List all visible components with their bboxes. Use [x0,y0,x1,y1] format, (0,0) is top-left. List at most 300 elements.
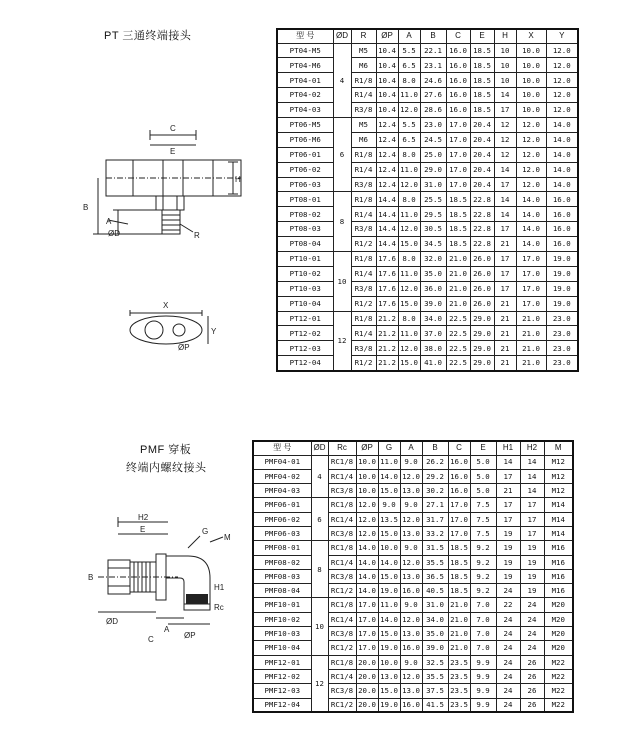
pt-cell-h: 14 [494,192,516,207]
pt-table-row [277,356,578,371]
pmf-cell-g: 15.0 [378,526,400,540]
pt-cell-e: 22.8 [470,237,494,252]
pt-cell-h: 21 [494,311,516,326]
pt-cell-b: 23.1 [420,58,446,73]
pmf-cell-g: 15.0 [378,684,400,698]
pmf-cell-model: PMF10-02 [253,612,311,626]
pmf-cell-a: 12.0 [400,469,422,483]
pmf-cell-p: 14.0 [356,541,378,555]
pmf-cell-rc: RC1/4 [328,512,356,526]
pmf-drawing-label-a: A [164,625,170,634]
pt-cell-a: 5.5 [398,117,420,132]
pt-table-row [277,147,578,162]
pt-cell-p: 12.4 [376,132,398,147]
pt-cell-b: 29.0 [420,162,446,177]
pt-cell-model: PT08-03 [277,222,333,237]
pmf-cell-model: PMF04-01 [253,455,311,469]
pmf-cell-h1: 24 [496,627,520,641]
pmf-cell-a: 13.0 [400,684,422,698]
pmf-cell-e: 9.2 [470,584,496,598]
pt-cell-r: R1/4 [351,88,376,103]
pmf-cell-model: PMF08-02 [253,555,311,569]
pmf-cell-rc: RC3/8 [328,526,356,540]
pmf-title-line2: 终端内螺纹接头 [126,462,207,474]
pmf-cell-c: 18.5 [448,541,470,555]
pmf-cell-b: 35.5 [422,555,448,569]
pt-cell-model: PT08-01 [277,192,333,207]
pmf-cell-h1: 24 [496,655,520,669]
pmf-cell-b: 30.2 [422,484,448,498]
pt-cell-r: R3/8 [351,103,376,118]
pt-cell-r: R1/4 [351,207,376,222]
pt-cell-r: R1/2 [351,356,376,371]
pt-cell-a: 8.0 [398,192,420,207]
pt-cell-x: 12.0 [516,162,546,177]
pt-cell-h: 21 [494,237,516,252]
pmf-cell-d: 12 [311,655,328,712]
pt-cell-e: 22.8 [470,222,494,237]
pmf-cell-m: M12 [544,469,573,483]
pt-cell-c: 16.0 [446,73,470,88]
pmf-cell-h2: 17 [520,498,544,512]
pt-cell-y: 23.0 [546,311,578,326]
pt-table-row [277,192,578,207]
pmf-cell-h1: 22 [496,598,520,612]
pt-cell-b: 34.5 [420,237,446,252]
pt-cell-p: 10.4 [376,58,398,73]
pt-cell-x: 12.0 [516,117,546,132]
pt-table-row [277,311,578,326]
pmf-cell-e: 5.0 [470,469,496,483]
pt-cell-p: 21.2 [376,356,398,371]
pt-cell-c: 21.0 [446,251,470,266]
pt-cell-x: 14.0 [516,237,546,252]
pmf-table-row [253,484,573,498]
pmf-cell-e: 5.0 [470,455,496,469]
pmf-cell-c: 16.0 [448,455,470,469]
pt-cell-c: 21.0 [446,266,470,281]
pt-cell-y: 12.0 [546,103,578,118]
pt-cell-b: 29.5 [420,207,446,222]
pmf-cell-rc: RC3/8 [328,627,356,641]
pt-cell-b: 24.5 [420,132,446,147]
pt-cell-x: 21.0 [516,326,546,341]
pmf-cell-b: 34.0 [422,612,448,626]
pmf-cell-g: 14.0 [378,612,400,626]
pt-cell-h: 17 [494,251,516,266]
pt-cell-p: 21.2 [376,326,398,341]
pmf-cell-b: 41.5 [422,698,448,712]
pmf-cell-b: 31.7 [422,512,448,526]
pmf-table-row [253,655,573,669]
pmf-table-row [253,684,573,698]
pt-cell-a: 15.0 [398,296,420,311]
pmf-cell-h2: 24 [520,612,544,626]
pmf-cell-h1: 24 [496,698,520,712]
pmf-cell-e: 5.0 [470,484,496,498]
pt-cell-model: PT04-M6 [277,58,333,73]
pmf-cell-b: 27.1 [422,498,448,512]
pmf-title-line1: PMF 穿板 [140,444,192,456]
pt-header-model: 型 号 [277,29,333,43]
pt-cell-y: 16.0 [546,207,578,222]
pmf-cell-b: 31.5 [422,541,448,555]
pmf-cell-m: M16 [544,541,573,555]
pmf-cell-e: 7.0 [470,641,496,655]
pt-drawing-label-r: R [194,231,200,240]
pt-cell-y: 14.0 [546,147,578,162]
pt-cell-a: 8.0 [398,73,420,88]
pmf-table-row [253,598,573,612]
pt-cell-e: 29.0 [470,311,494,326]
pmf-cell-p: 12.0 [356,512,378,526]
pt-cell-e: 26.0 [470,266,494,281]
pmf-cell-b: 31.0 [422,598,448,612]
pt-cell-x: 10.0 [516,58,546,73]
pt-cell-h: 17 [494,266,516,281]
pt-header-d: ØD [333,29,351,43]
pmf-cell-g: 15.0 [378,627,400,641]
pt-cell-a: 15.0 [398,356,420,371]
pt-cell-y: 19.0 [546,296,578,311]
pt-header-e: E [470,29,494,43]
pt-table-row [277,281,578,296]
pt-cell-x: 14.0 [516,192,546,207]
pt-cell-y: 16.0 [546,222,578,237]
pmf-header-b: B [422,441,448,455]
pt-cell-h: 12 [494,132,516,147]
pt-cell-p: 14.4 [376,222,398,237]
pmf-cell-b: 33.2 [422,526,448,540]
pmf-cell-rc: RC3/8 [328,484,356,498]
pt-cell-model: PT06-03 [277,177,333,192]
pt-drawing-label-b: B [83,203,89,212]
pt-cell-c: 22.5 [446,311,470,326]
pt-cell-c: 16.0 [446,43,470,58]
pt-cell-a: 8.0 [398,251,420,266]
pmf-cell-c: 23.5 [448,669,470,683]
pt-cell-p: 10.4 [376,88,398,103]
pmf-drawing-label-rc: Rc [214,603,224,612]
pt-cell-e: 18.5 [470,73,494,88]
pmf-cell-rc: RC1/2 [328,584,356,598]
pmf-cell-p: 12.0 [356,498,378,512]
pmf-cell-h2: 17 [520,526,544,540]
pt-cell-y: 12.0 [546,73,578,88]
pmf-table-row [253,698,573,712]
pt-cell-h: 21 [494,326,516,341]
pt-cell-e: 22.8 [470,192,494,207]
pmf-cell-b: 35.5 [422,669,448,683]
pt-drawing-label-h: H [235,175,241,184]
pt-cell-c: 16.0 [446,58,470,73]
pt-cell-r: R1/4 [351,162,376,177]
pmf-cell-a: 12.0 [400,612,422,626]
pt-cell-a: 12.0 [398,341,420,356]
pt-table-row [277,207,578,222]
pmf-header-model: 型 号 [253,441,311,455]
pt-cell-a: 15.0 [398,237,420,252]
pmf-cell-c: 17.0 [448,526,470,540]
pmf-cell-h1: 19 [496,541,520,555]
pmf-cell-c: 23.5 [448,655,470,669]
pt-cell-x: 12.0 [516,132,546,147]
pt-cell-r: R1/8 [351,251,376,266]
pt-cell-b: 23.0 [420,117,446,132]
pmf-cell-model: PMF06-01 [253,498,311,512]
pmf-cell-g: 13.5 [378,512,400,526]
pt-cell-model: PT10-04 [277,296,333,311]
pmf-cell-g: 15.0 [378,484,400,498]
pt-cell-e: 29.0 [470,326,494,341]
pmf-cell-c: 21.0 [448,598,470,612]
pt-cell-r: R1/4 [351,326,376,341]
pt-table-row [277,222,578,237]
pt-cell-x: 14.0 [516,207,546,222]
pmf-cell-p: 20.0 [356,684,378,698]
pt-drawing-label-d: ØD [108,229,120,238]
pt-table-row [277,177,578,192]
pmf-header-c: C [448,441,470,455]
pt-cell-y: 19.0 [546,266,578,281]
pt-cell-c: 17.0 [446,162,470,177]
pmf-cell-a: 9.0 [400,498,422,512]
pt-cell-a: 12.0 [398,281,420,296]
pt-drawing-label-e: E [170,147,176,156]
pmf-cell-m: M16 [544,569,573,583]
pt-cell-p: 21.2 [376,311,398,326]
pmf-cell-e: 7.0 [470,598,496,612]
pmf-cell-h2: 17 [520,512,544,526]
pt-cell-r: R1/8 [351,311,376,326]
pmf-cell-h2: 19 [520,584,544,598]
pmf-drawing-label-d: ØD [106,617,118,626]
pt-cell-p: 10.4 [376,43,398,58]
pmf-cell-e: 9.9 [470,669,496,683]
pt-cell-y: 16.0 [546,192,578,207]
pt-cell-y: 12.0 [546,58,578,73]
pmf-header-p: ØP [356,441,378,455]
pt-cell-c: 17.0 [446,177,470,192]
pmf-cell-h2: 19 [520,541,544,555]
pmf-cell-p: 10.0 [356,455,378,469]
pmf-cell-a: 13.0 [400,627,422,641]
pmf-cell-rc: RC3/8 [328,684,356,698]
pt-cell-b: 38.0 [420,341,446,356]
pmf-cell-h2: 26 [520,698,544,712]
pt-cell-b: 27.6 [420,88,446,103]
pt-cell-b: 39.0 [420,296,446,311]
pt-cell-e: 18.5 [470,88,494,103]
pt-cell-model: PT04-01 [277,73,333,88]
pt-drawing-label-y: Y [211,327,217,336]
pmf-cell-g: 11.0 [378,455,400,469]
pmf-cell-d: 6 [311,498,328,541]
pmf-header-e: E [470,441,496,455]
pmf-cell-d: 10 [311,598,328,655]
pmf-cell-b: 37.5 [422,684,448,698]
pt-cell-r: R1/4 [351,266,376,281]
pmf-cell-model: PMF04-02 [253,469,311,483]
pmf-cell-e: 7.5 [470,512,496,526]
pt-table-row [277,88,578,103]
pmf-header-row [253,441,573,455]
pmf-cell-m: M12 [544,484,573,498]
pmf-cell-rc: RC1/8 [328,655,356,669]
pt-cell-y: 19.0 [546,281,578,296]
pmf-table-row [253,627,573,641]
pmf-table-row [253,569,573,583]
pmf-cell-m: M14 [544,512,573,526]
pmf-cell-rc: RC1/8 [328,598,356,612]
pt-cell-h: 17 [494,281,516,296]
pt-cell-e: 20.4 [470,117,494,132]
pmf-cell-model: PMF06-03 [253,526,311,540]
pmf-cell-c: 17.0 [448,512,470,526]
pt-cell-model: PT12-04 [277,356,333,371]
pt-cell-b: 24.6 [420,73,446,88]
pmf-cell-e: 9.2 [470,541,496,555]
pmf-cell-e: 7.0 [470,627,496,641]
pmf-cell-model: PMF12-01 [253,655,311,669]
pmf-cell-p: 10.0 [356,469,378,483]
pmf-cell-m: M12 [544,455,573,469]
pt-cell-h: 17 [494,103,516,118]
pmf-cell-m: M14 [544,526,573,540]
pt-cell-h: 21 [494,341,516,356]
pt-cell-c: 17.0 [446,132,470,147]
pmf-cell-a: 12.0 [400,512,422,526]
pmf-cell-h1: 17 [496,469,520,483]
pmf-cell-h1: 19 [496,569,520,583]
pmf-cell-m: M14 [544,498,573,512]
pt-cell-model: PT04-03 [277,103,333,118]
pt-table-row [277,162,578,177]
pt-cell-model: PT10-01 [277,251,333,266]
pt-cell-a: 8.0 [398,311,420,326]
pt-cell-y: 14.0 [546,162,578,177]
pt-cell-b: 32.0 [420,251,446,266]
pmf-cell-h1: 21 [496,484,520,498]
pt-cell-x: 21.0 [516,356,546,371]
pt-cell-x: 17.0 [516,296,546,311]
pmf-cell-m: M22 [544,655,573,669]
pmf-table-row [253,512,573,526]
pt-cell-b: 25.0 [420,147,446,162]
pmf-table-row [253,669,573,683]
pt-cell-c: 18.5 [446,222,470,237]
pt-header-y: Y [546,29,578,43]
pt-cell-r: R1/8 [351,192,376,207]
pt-cell-d: 12 [333,311,351,371]
pmf-cell-e: 9.9 [470,684,496,698]
pt-cell-x: 14.0 [516,222,546,237]
pmf-cell-model: PMF08-03 [253,569,311,583]
pt-fitting-drawing [78,120,243,365]
pt-cell-r: R1/2 [351,237,376,252]
pt-cell-y: 14.0 [546,117,578,132]
pt-cell-x: 17.0 [516,281,546,296]
pmf-cell-g: 9.0 [378,498,400,512]
pt-cell-c: 22.5 [446,356,470,371]
pmf-cell-model: PMF10-03 [253,627,311,641]
pt-table-row [277,132,578,147]
pmf-cell-h2: 24 [520,627,544,641]
pt-cell-p: 12.4 [376,147,398,162]
pmf-cell-a: 13.0 [400,569,422,583]
pt-cell-r: R1/8 [351,147,376,162]
pt-cell-y: 23.0 [546,341,578,356]
pmf-drawing-label-h2: H2 [138,513,149,522]
pt-cell-c: 16.0 [446,88,470,103]
pmf-cell-h2: 24 [520,598,544,612]
pmf-cell-h1: 17 [496,498,520,512]
pt-header-row [277,29,578,43]
pmf-cell-h2: 26 [520,669,544,683]
pmf-cell-rc: RC1/8 [328,541,356,555]
pmf-cell-c: 18.5 [448,569,470,583]
pt-cell-model: PT06-M6 [277,132,333,147]
pmf-cell-a: 13.0 [400,484,422,498]
pmf-drawing-label-c: C [148,635,154,644]
pmf-cell-rc: RC1/4 [328,669,356,683]
pt-cell-d: 6 [333,117,351,191]
pmf-cell-a: 9.0 [400,541,422,555]
pt-header-p: ØP [376,29,398,43]
pmf-cell-rc: RC1/4 [328,612,356,626]
pt-cell-x: 21.0 [516,341,546,356]
pmf-table-row [253,498,573,512]
pt-table-row [277,251,578,266]
pmf-cell-h2: 14 [520,455,544,469]
pmf-cell-g: 19.0 [378,641,400,655]
pmf-spec-table [252,440,574,713]
pt-spec-table [276,28,579,372]
pt-cell-h: 14 [494,88,516,103]
pmf-cell-e: 9.9 [470,655,496,669]
pmf-cell-b: 40.5 [422,584,448,598]
pt-cell-a: 12.0 [398,222,420,237]
pt-drawing-label-c: C [170,124,176,133]
pmf-cell-h1: 24 [496,641,520,655]
pt-cell-c: 16.0 [446,103,470,118]
pmf-cell-h2: 26 [520,655,544,669]
pt-cell-a: 11.0 [398,162,420,177]
pmf-cell-a: 9.0 [400,655,422,669]
pt-cell-x: 12.0 [516,147,546,162]
pt-cell-r: R1/8 [351,73,376,88]
pt-cell-model: PT10-02 [277,266,333,281]
pt-drawing-label-p: ØP [178,343,190,352]
pmf-cell-c: 21.0 [448,612,470,626]
pt-cell-b: 25.5 [420,192,446,207]
pt-drawing-label-x: X [163,301,169,310]
pt-cell-model: PT06-01 [277,147,333,162]
pt-cell-model: PT08-04 [277,237,333,252]
pmf-cell-b: 32.5 [422,655,448,669]
pt-cell-h: 21 [494,356,516,371]
pmf-cell-g: 15.0 [378,569,400,583]
pmf-cell-model: PMF10-04 [253,641,311,655]
pt-cell-r: R3/8 [351,177,376,192]
pmf-cell-h2: 24 [520,641,544,655]
pmf-cell-p: 17.0 [356,627,378,641]
pt-cell-model: PT04-02 [277,88,333,103]
pmf-cell-a: 16.0 [400,698,422,712]
pmf-cell-m: M22 [544,684,573,698]
pt-cell-e: 26.0 [470,296,494,311]
pt-cell-p: 14.4 [376,207,398,222]
